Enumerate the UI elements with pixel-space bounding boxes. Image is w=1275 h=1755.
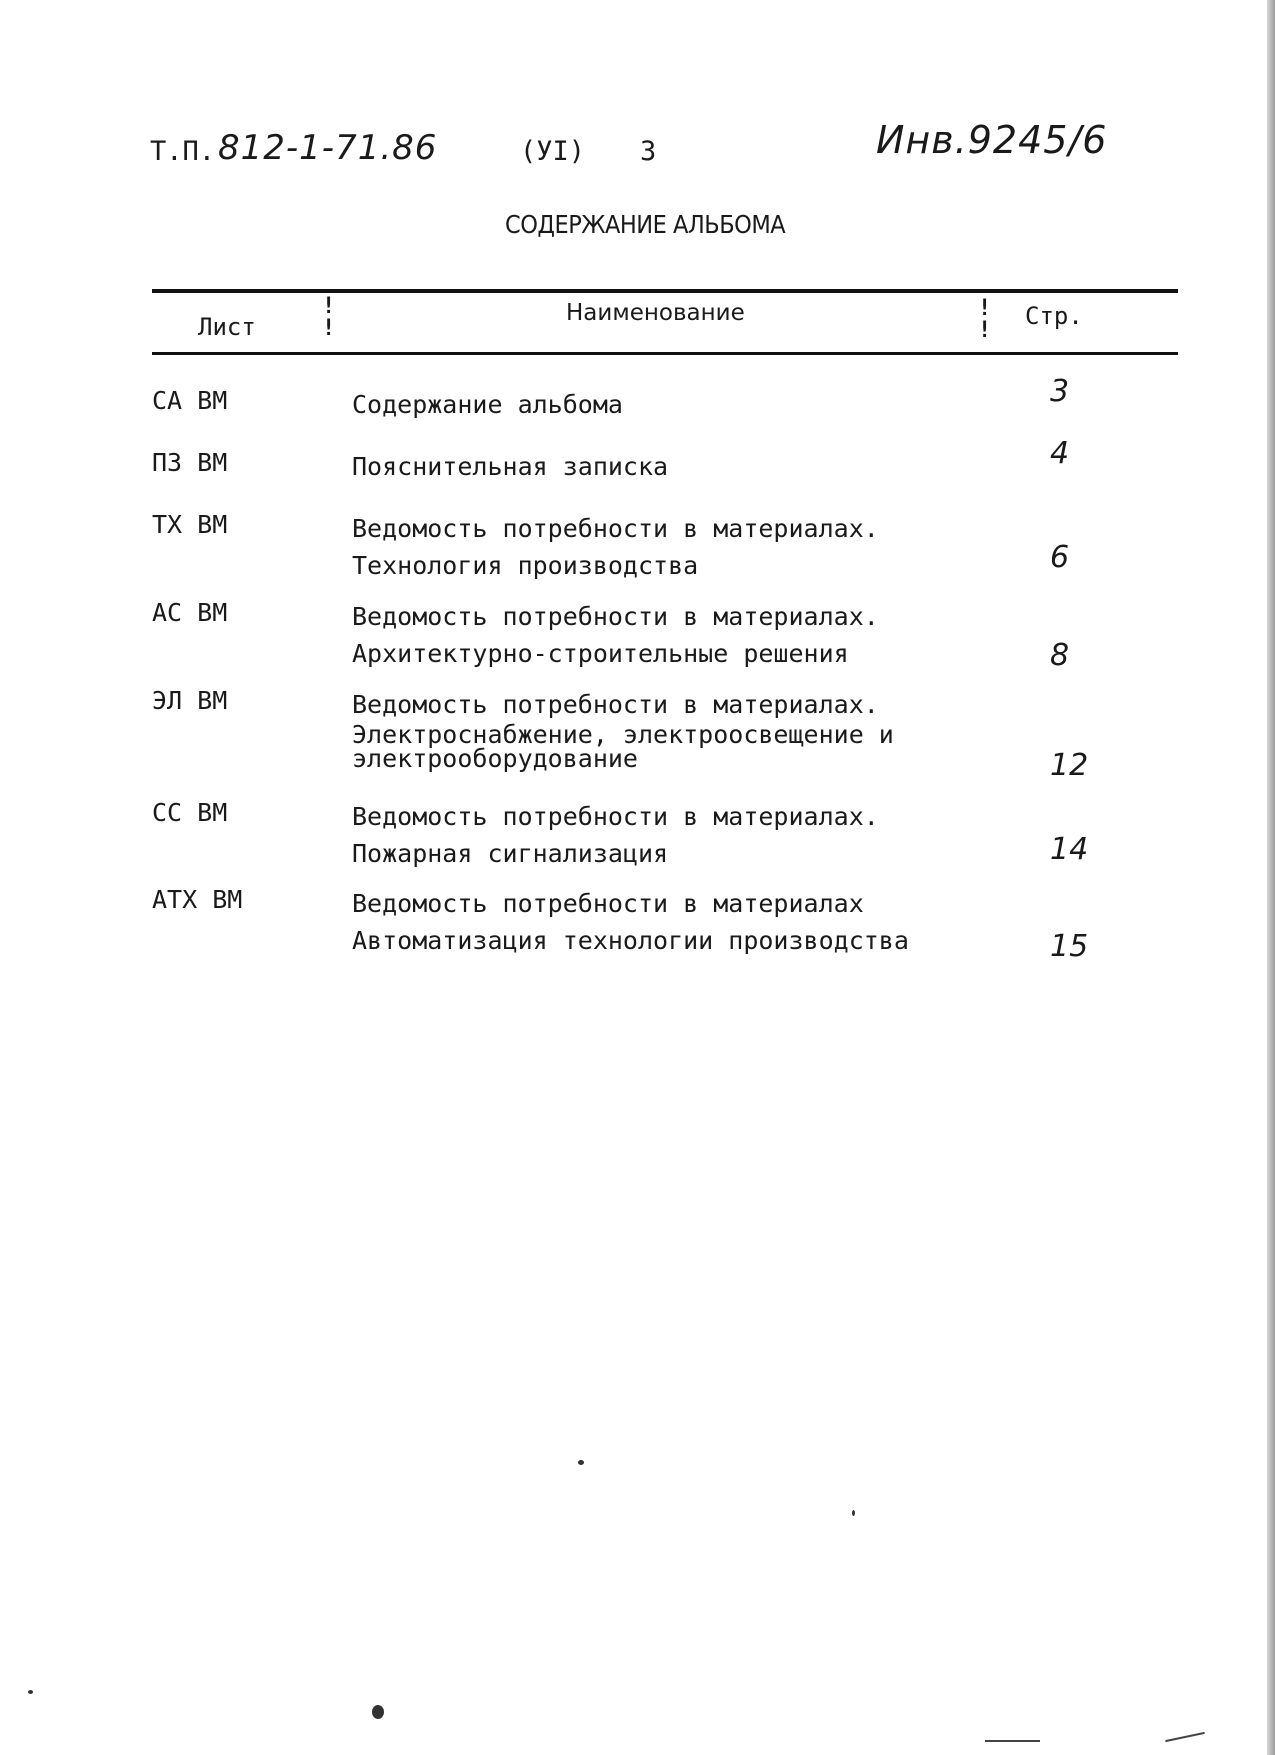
sheet-code: АС ВМ [152,598,228,627]
sheet-name-line: Электроснабжение, электроосвещение и [352,720,894,749]
sheet-name-line: электрооборудование [352,744,638,773]
scan-speck [28,1690,33,1694]
column-separator: ! ! [978,296,992,343]
sheet-page: 6 [1050,540,1070,575]
column-header-name: Наименование [566,300,745,326]
sheet-name-line: Архитектурно-строительные решения [352,639,849,668]
sheet-name-line: Ведомость потребности в материалах. [352,802,879,831]
sheet-name [352,686,894,771]
sheet-name-line: Пожарная сигнализация [352,839,669,868]
table-top-rule [152,289,1178,293]
inventory-number: Инв.9245/6 [876,118,1108,162]
sheet-name [352,386,623,423]
sheet-page: 15 [1050,929,1089,964]
sheet-page: 3 [1050,374,1070,409]
scan-mark [985,1740,1040,1742]
sheet-name-line: Ведомость потребности в материалах. [352,514,879,543]
sheet-name-line: Ведомость потребности в материалах [352,889,864,918]
project-prefix: Т.П. [150,136,216,167]
page-number: 3 [640,136,657,167]
sheet-code: ПЗ ВМ [152,448,228,477]
sheet-name [352,885,909,959]
page-title: СОДЕРЖАНИЕ АЛЬБОМА [505,210,786,239]
sheet-name-line: Ведомость потребности в материалах. [352,690,879,719]
sheet-name [352,448,668,485]
sheet-name-line: Пояснительная записка [352,452,669,481]
sheet-name [352,798,879,872]
sheet-name-line: Ведомость потребности в материалах. [352,602,879,631]
scan-speck [372,1705,384,1719]
document-header [150,118,1150,188]
album-part: (УI) [520,136,586,167]
sheet-code: ТХ ВМ [152,510,228,539]
sheet-name-line: Технология производства [352,551,699,580]
sheet-page: 4 [1050,436,1070,471]
sheet-code: ЭЛ ВМ [152,686,228,715]
column-header-sheet: Лист [198,313,256,341]
sheet-name-line: Автоматизация технологии производства [352,926,909,955]
table-header-rule [152,352,1178,355]
sheet-name-line: Содержание альбома [352,390,623,419]
sheet-code: АТХ ВМ [152,885,243,914]
sheet-page: 12 [1050,748,1089,783]
sheet-code: СС ВМ [152,798,228,827]
sheet-name [352,510,879,584]
scan-speck [578,1460,584,1465]
sheet-page: 14 [1050,832,1089,867]
sheet-page: 8 [1050,638,1070,673]
scan-mark [1165,1732,1205,1742]
column-separator: ! ! [322,294,336,341]
project-number: 812-1-71.86 [218,128,438,168]
sheet-name [352,598,879,672]
sheet-code: СА ВМ [152,386,228,415]
scan-speck [852,1510,855,1516]
column-header-page: Стр. [1025,302,1083,330]
